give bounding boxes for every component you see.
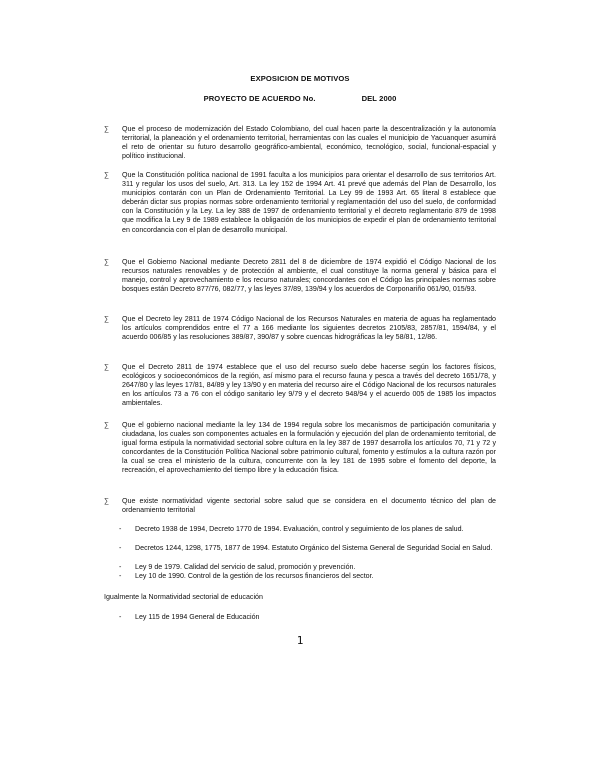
bullet-text: Que el Decreto 2811 de 1974 establece que el uso del recurso suelo debe hacerse según los factores físicos, ecológicos y socioeconómicos de la región, así mismo para el recurso fauna y pesca a través del decreto 1651/78, y 2647/80 y las leyes 17/81, 84/89 y ley 13/90 y en materia del recurso aire el Código Nacional de los recursos naturales en los artículos 73 a 76 con el código sanitario ley 9/79 y el decreto 948/94 y el acuerdo 005 de 1985 los impactos ambientales.	[122, 363, 496, 408]
bullet-icon: ∑	[104, 172, 109, 179]
bullet-icon: ∑	[104, 364, 109, 371]
education-item-text: Ley 115 de 1994 General de Educación	[135, 613, 260, 621]
bullet-icon: ∑	[104, 316, 109, 323]
bullet-text: Que el Decreto ley 2811 de 1974 Código Nacional de los Recursos Naturales en materia de aguas ha reglamentado los artículos comprendidos entre el 77 a 166 mediante los siguientes decretos 2105/83, 2857/81, 1594/84, y el acuerdo 006/85 y las resoluciones 389/87, 390/87 y sobre cuencas hidrográficas la ley 58/81, 12/86.	[122, 315, 496, 342]
bullet-icon: ∑	[104, 498, 109, 505]
dash-icon: -	[119, 525, 122, 533]
subtitle-year: DEL 2000	[361, 94, 397, 103]
health-item-text: Ley 9 de 1979. Calidad del servicio de salud, promoción y prevención.	[135, 563, 356, 571]
bullet-text: Que el proceso de modernización del Estado Colombiano, del cual hacen parte la descentralización y la autonomía territorial, la planeación y el ordenamiento territorial, herramientas con las cuales el municipio de Yacuanquer asumirá el reto de orientar su futuro desarrollo geográfico-ambiental, económico, tecnológico, social, funcional-espacial y político institucional.	[122, 125, 496, 161]
subtitle-project: PROYECTO DE ACUERDO No.	[203, 94, 316, 103]
bullet-text: Que el gobierno nacional mediante la ley 134 de 1994 regula sobre los mecanismos de participación comunitaria y ciudadana, los cuales son componentes actuales en la formulación y ejecución del plan de ordenamiento territorial, de igual forma estipula la normatividad sectorial sobre cultura en la ley 387 de 1997 desarrolla los artículos 70, 71 y 72 y concordantes de la Constitución Política Nacional sobre patrimonio cultural, fomento y estímulos a la cultura razón por la cual se crea el ministerio de la cultura, concurrente con la ley 181 de 1995 sobre el fomento del deporte, la recreación, el aprovechamiento del tiempo libre y la educación física.	[122, 421, 496, 475]
dash-icon: -	[119, 572, 122, 580]
education-intro: Igualmente la Normatividad sectorial de educación	[104, 593, 263, 601]
bullet-icon: ∑	[104, 126, 109, 133]
bullet-text: Que existe normatividad vigente sectorial sobre salud que se considera en el documento técnico del plan de ordenamiento territorial	[122, 497, 496, 515]
bullet-text: Que el Gobierno Nacional mediante Decreto 2811 del 8 de diciembre de 1974 expidió el Código Nacional de los recursos naturales renovables y de protección al ambiente, el cual constituye la norma general y básica para el manejo, control y aprovechamiento e los recurso naturales; concordantes con el Código las principales normas sobre bosques están Decreto 877/76, 082/77, y las leyes 37/89, 139/94 y los acuerdos de Corponariño 061/90, 015/93.	[122, 258, 496, 294]
document-subtitle	[0, 94, 600, 103]
bullet-icon: ∑	[104, 259, 109, 266]
page-number: 1	[296, 634, 304, 647]
health-item-text: Ley 10 de 1990. Control de la gestión de los recursos financieros del sector.	[135, 572, 374, 580]
health-item-text: Decretos 1244, 1298, 1775, 1877 de 1994. Estatuto Orgánico del Sistema General de Seguridad Social en Salud.	[135, 544, 493, 552]
dash-icon: -	[119, 563, 122, 571]
document-title: EXPOSICION DE MOTIVOS	[250, 74, 350, 83]
bullet-text: Que la Constitución política nacional de 1991 faculta a los municipios para orientar el desarrollo de sus territorios Art. 311 y regular los usos del suelo, Art. 313. La ley 152 de 1994 Art. 41 prevé que además del Plan de Desarrollo, los municipios contarán con un Plan de Ordenamiento Territorial. La Ley 99 de 1993 Art. 65 literal 8 establece que deberán dictar sus propias normas sobre ordenamiento territorial y reglamentación del uso del suelo, de conformidad con la Constitución y la Ley. La ley 388 de 1997 de ordenamiento territorial y el decreto reglamentario 879 de 1998 que modifica la Ley 9 de 1989 establece la obligación de los municipios de expedir el plan de ordenamiento territorial en concordancia con el plan de desarrollo municipal.	[122, 171, 496, 234]
health-item-text: Decreto 1938 de 1994, Decreto 1770 de 1994. Evaluación, control y seguimiento de los planes de salud.	[135, 525, 464, 533]
bullet-icon: ∑	[104, 422, 109, 429]
dash-icon: -	[119, 613, 122, 621]
dash-icon: -	[119, 544, 122, 552]
